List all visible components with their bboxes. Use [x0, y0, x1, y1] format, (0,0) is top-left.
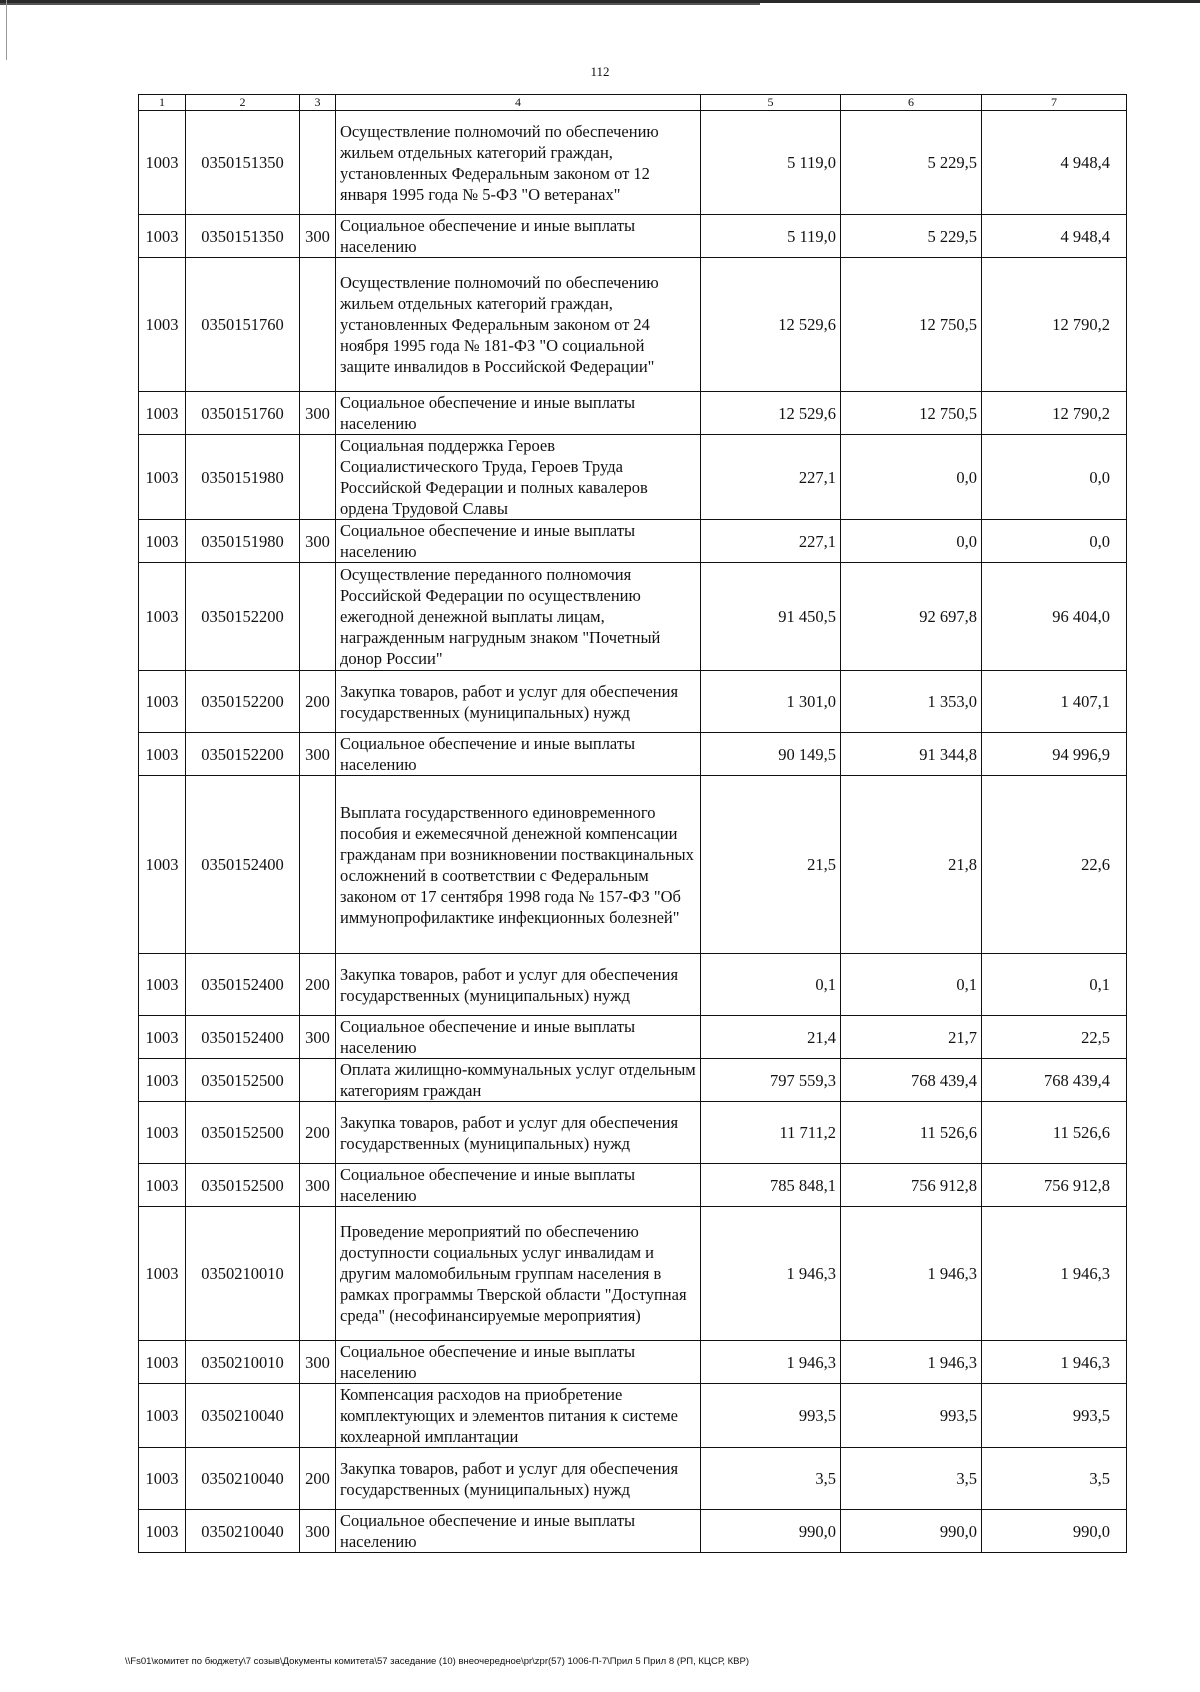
amount-year1-cell: 993,5 — [701, 1384, 841, 1448]
target-article-cell: 0350152200 — [186, 563, 300, 671]
column-header: 4 — [336, 95, 701, 111]
amount-year1-cell: 0,1 — [701, 954, 841, 1016]
expense-type-cell — [300, 776, 336, 954]
expense-type-cell: 200 — [300, 671, 336, 733]
amount-year3-cell: 0,0 — [982, 435, 1127, 520]
section-code-cell: 1003 — [139, 392, 186, 435]
description-cell: Оплата жилищно-коммунальных услуг отдельным категориям граждан — [336, 1059, 701, 1102]
table-row — [139, 1016, 1127, 1059]
expense-type-cell: 300 — [300, 392, 336, 435]
section-code-cell: 1003 — [139, 776, 186, 954]
table-row — [139, 671, 1127, 733]
target-article-cell: 0350152400 — [186, 776, 300, 954]
amount-year3-cell: 12 790,2 — [982, 392, 1127, 435]
amount-year3-cell: 993,5 — [982, 1384, 1127, 1448]
description-cell: Социальное обеспечение и иные выплаты населению — [336, 733, 701, 776]
column-header: 3 — [300, 95, 336, 111]
description-cell: Социальное обеспечение и иные выплаты населению — [336, 215, 701, 258]
expense-type-cell: 200 — [300, 1448, 336, 1510]
table-row — [139, 1102, 1127, 1164]
section-code-cell: 1003 — [139, 1510, 186, 1553]
table-row — [139, 1448, 1127, 1510]
expense-type-cell: 300 — [300, 520, 336, 563]
amount-year3-cell: 96 404,0 — [982, 563, 1127, 671]
amount-year1-cell: 1 301,0 — [701, 671, 841, 733]
target-article-cell: 0350151760 — [186, 258, 300, 392]
section-code-cell: 1003 — [139, 671, 186, 733]
amount-year1-cell: 227,1 — [701, 435, 841, 520]
amount-year3-cell: 1 407,1 — [982, 671, 1127, 733]
expense-type-cell — [300, 1207, 336, 1341]
amount-year2-cell: 92 697,8 — [841, 563, 982, 671]
description-cell: Социальное обеспечение и иные выплаты населению — [336, 392, 701, 435]
amount-year3-cell: 22,6 — [982, 776, 1127, 954]
table-row — [139, 435, 1127, 520]
target-article-cell: 0350210040 — [186, 1384, 300, 1448]
section-code-cell: 1003 — [139, 520, 186, 563]
target-article-cell: 0350152200 — [186, 671, 300, 733]
target-article-cell: 0350210010 — [186, 1341, 300, 1384]
target-article-cell: 0350210040 — [186, 1510, 300, 1553]
section-code-cell: 1003 — [139, 1016, 186, 1059]
description-cell: Закупка товаров, работ и услуг для обеспечения государственных (муниципальных) нужд — [336, 954, 701, 1016]
section-code-cell: 1003 — [139, 1102, 186, 1164]
amount-year3-cell: 0,1 — [982, 954, 1127, 1016]
target-article-cell: 0350152200 — [186, 733, 300, 776]
amount-year1-cell: 1 946,3 — [701, 1341, 841, 1384]
expense-type-cell: 200 — [300, 954, 336, 1016]
amount-year2-cell: 5 229,5 — [841, 215, 982, 258]
section-code-cell: 1003 — [139, 111, 186, 215]
amount-year1-cell: 90 149,5 — [701, 733, 841, 776]
table-row — [139, 954, 1127, 1016]
expense-type-cell — [300, 435, 336, 520]
description-cell: Осуществление переданного полномочия Российской Федерации по осуществлению ежегодной денежной выплаты лицам, награжденным нагрудным знаком "Почетный донор России" — [336, 563, 701, 671]
amount-year1-cell: 5 119,0 — [701, 111, 841, 215]
table-row — [139, 215, 1127, 258]
column-header: 1 — [139, 95, 186, 111]
table-row — [139, 1341, 1127, 1384]
section-code-cell: 1003 — [139, 435, 186, 520]
expense-type-cell — [300, 111, 336, 215]
amount-year2-cell: 1 946,3 — [841, 1207, 982, 1341]
section-code-cell: 1003 — [139, 1164, 186, 1207]
amount-year3-cell: 756 912,8 — [982, 1164, 1127, 1207]
amount-year1-cell: 11 711,2 — [701, 1102, 841, 1164]
target-article-cell: 0350151980 — [186, 520, 300, 563]
table-row — [139, 563, 1127, 671]
scan-edge-left — [6, 0, 7, 60]
description-cell: Социальное обеспечение и иные выплаты населению — [336, 1510, 701, 1553]
expense-type-cell: 300 — [300, 1510, 336, 1553]
description-cell: Социальная поддержка Героев Социалистического Труда, Героев Труда Российской Федерации и полных кавалеров ордена Трудовой Славы — [336, 435, 701, 520]
column-header: 5 — [701, 95, 841, 111]
target-article-cell: 0350151350 — [186, 111, 300, 215]
amount-year1-cell: 5 119,0 — [701, 215, 841, 258]
amount-year2-cell: 12 750,5 — [841, 258, 982, 392]
section-code-cell: 1003 — [139, 215, 186, 258]
footer-file-path: \\Fs01\комитет по бюджету\7 созыв\Документы комитета\57 заседание (10) внеочередное\pr\zpr(57) 1006-П-7\Прил 5 Прил 8 (РП, КЦСР, КВР) — [125, 1656, 750, 1667]
amount-year2-cell: 990,0 — [841, 1510, 982, 1553]
column-header: 7 — [982, 95, 1127, 111]
amount-year3-cell: 12 790,2 — [982, 258, 1127, 392]
expense-type-cell: 300 — [300, 1164, 336, 1207]
table-row — [139, 1059, 1127, 1102]
amount-year3-cell: 990,0 — [982, 1510, 1127, 1553]
section-code-cell: 1003 — [139, 1341, 186, 1384]
amount-year2-cell: 5 229,5 — [841, 111, 982, 215]
expense-type-cell: 300 — [300, 1341, 336, 1384]
description-cell: Социальное обеспечение и иные выплаты населению — [336, 1341, 701, 1384]
target-article-cell: 0350152500 — [186, 1164, 300, 1207]
amount-year3-cell: 4 948,4 — [982, 111, 1127, 215]
amount-year2-cell: 21,8 — [841, 776, 982, 954]
expense-type-cell: 200 — [300, 1102, 336, 1164]
amount-year1-cell: 21,4 — [701, 1016, 841, 1059]
description-cell: Социальное обеспечение и иные выплаты населению — [336, 1016, 701, 1059]
section-code-cell: 1003 — [139, 1448, 186, 1510]
amount-year3-cell: 94 996,9 — [982, 733, 1127, 776]
description-cell: Социальное обеспечение и иные выплаты населению — [336, 520, 701, 563]
target-article-cell: 0350152500 — [186, 1059, 300, 1102]
target-article-cell: 0350152500 — [186, 1102, 300, 1164]
amount-year1-cell: 12 529,6 — [701, 392, 841, 435]
amount-year1-cell: 797 559,3 — [701, 1059, 841, 1102]
target-article-cell: 0350152400 — [186, 954, 300, 1016]
amount-year2-cell: 756 912,8 — [841, 1164, 982, 1207]
column-header: 6 — [841, 95, 982, 111]
target-article-cell: 0350210010 — [186, 1207, 300, 1341]
amount-year2-cell: 1 353,0 — [841, 671, 982, 733]
expense-type-cell — [300, 258, 336, 392]
expense-type-cell — [300, 1384, 336, 1448]
table-row — [139, 392, 1127, 435]
table-row — [139, 1164, 1127, 1207]
description-cell: Социальное обеспечение и иные выплаты населению — [336, 1164, 701, 1207]
table-row — [139, 258, 1127, 392]
target-article-cell: 0350152400 — [186, 1016, 300, 1059]
amount-year2-cell: 12 750,5 — [841, 392, 982, 435]
table-row — [139, 1384, 1127, 1448]
target-article-cell: 0350151980 — [186, 435, 300, 520]
amount-year1-cell: 785 848,1 — [701, 1164, 841, 1207]
amount-year1-cell: 1 946,3 — [701, 1207, 841, 1341]
section-code-cell: 1003 — [139, 563, 186, 671]
amount-year3-cell: 1 946,3 — [982, 1341, 1127, 1384]
table-row — [139, 1207, 1127, 1341]
table-row — [139, 1510, 1127, 1553]
amount-year2-cell: 3,5 — [841, 1448, 982, 1510]
amount-year2-cell: 768 439,4 — [841, 1059, 982, 1102]
budget-table — [138, 94, 1127, 1553]
amount-year1-cell: 227,1 — [701, 520, 841, 563]
amount-year2-cell: 21,7 — [841, 1016, 982, 1059]
description-cell: Закупка товаров, работ и услуг для обеспечения государственных (муниципальных) нужд — [336, 1448, 701, 1510]
amount-year2-cell: 1 946,3 — [841, 1341, 982, 1384]
amount-year2-cell: 11 526,6 — [841, 1102, 982, 1164]
section-code-cell: 1003 — [139, 258, 186, 392]
description-cell: Закупка товаров, работ и услуг для обеспечения государственных (муниципальных) нужд — [336, 671, 701, 733]
description-cell: Осуществление полномочий по обеспечению жильем отдельных категорий граждан, установленных Федеральным законом от 24 ноября 1995 года № 181-ФЗ "О социальной защите инвалидов в Российской Федерации" — [336, 258, 701, 392]
description-cell: Компенсация расходов на приобретение комплектующих и элементов питания к системе кохлеарной имплантации — [336, 1384, 701, 1448]
amount-year1-cell: 12 529,6 — [701, 258, 841, 392]
amount-year3-cell: 0,0 — [982, 520, 1127, 563]
expense-type-cell: 300 — [300, 1016, 336, 1059]
table-row — [139, 520, 1127, 563]
description-cell: Осуществление полномочий по обеспечению жильем отдельных категорий граждан, установленных Федеральным законом от 12 января 1995 года № 5-ФЗ "О ветеранах" — [336, 111, 701, 215]
scan-edge-top-shadow — [0, 3, 760, 5]
target-article-cell: 0350210040 — [186, 1448, 300, 1510]
expense-type-cell: 300 — [300, 215, 336, 258]
section-code-cell: 1003 — [139, 1384, 186, 1448]
amount-year2-cell: 0,0 — [841, 520, 982, 563]
amount-year3-cell: 1 946,3 — [982, 1207, 1127, 1341]
table-row — [139, 111, 1127, 215]
amount-year1-cell: 21,5 — [701, 776, 841, 954]
column-header: 2 — [186, 95, 300, 111]
section-code-cell: 1003 — [139, 954, 186, 1016]
amount-year1-cell: 91 450,5 — [701, 563, 841, 671]
amount-year3-cell: 3,5 — [982, 1448, 1127, 1510]
amount-year3-cell: 11 526,6 — [982, 1102, 1127, 1164]
description-cell: Проведение мероприятий по обеспечению доступности социальных услуг инвалидам и другим маломобильным группам населения в рамках программы Тверской области "Доступная среда" (несофинансируемые мероприятия) — [336, 1207, 701, 1341]
description-cell: Закупка товаров, работ и услуг для обеспечения государственных (муниципальных) нужд — [336, 1102, 701, 1164]
section-code-cell: 1003 — [139, 1207, 186, 1341]
section-code-cell: 1003 — [139, 733, 186, 776]
amount-year2-cell: 0,0 — [841, 435, 982, 520]
table-row — [139, 733, 1127, 776]
amount-year3-cell: 768 439,4 — [982, 1059, 1127, 1102]
expense-type-cell: 300 — [300, 733, 336, 776]
amount-year1-cell: 990,0 — [701, 1510, 841, 1553]
target-article-cell: 0350151760 — [186, 392, 300, 435]
amount-year2-cell: 91 344,8 — [841, 733, 982, 776]
description-cell: Выплата государственного единовременного пособия и ежемесячной денежной компенсации гражданам при возникновении поствакцинальных осложнений в соответствии с Федеральным законом от 17 сентября 1998 года № 157-ФЗ "Об иммунопрофилактике инфекционных болезней" — [336, 776, 701, 954]
column-number-row — [139, 95, 1127, 111]
amount-year3-cell: 4 948,4 — [982, 215, 1127, 258]
section-code-cell: 1003 — [139, 1059, 186, 1102]
expense-type-cell — [300, 1059, 336, 1102]
amount-year2-cell: 993,5 — [841, 1384, 982, 1448]
amount-year3-cell: 22,5 — [982, 1016, 1127, 1059]
table-row — [139, 776, 1127, 954]
amount-year2-cell: 0,1 — [841, 954, 982, 1016]
amount-year1-cell: 3,5 — [701, 1448, 841, 1510]
page-number: 112 — [590, 64, 610, 79]
expense-type-cell — [300, 563, 336, 671]
target-article-cell: 0350151350 — [186, 215, 300, 258]
